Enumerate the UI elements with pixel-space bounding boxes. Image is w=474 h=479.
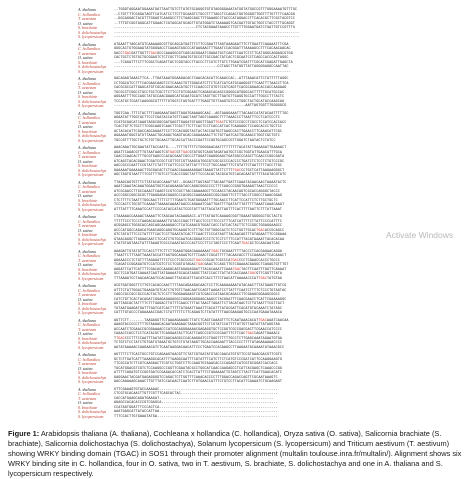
- species-label: S. lycopersicum: [78, 68, 104, 74]
- sequence-text: --TGGGTAGGAATGGAAATGATTAATTGTCTTATGTGCAGGGTGTGTAGGGGAAATATGGTATGGCCGTTTGGGAAAATGTTTGC: [114, 8, 298, 12]
- sequence-text: AACCGCCCAATTCCGTATTCTATTTCATTCCCCTATTATTTTCCTTGCCAAATTTCTGTATTCTAATTTTTACCTTGC: [114, 164, 283, 168]
- alignment-row: [78, 380, 466, 385]
- sequence-text: TATAATGAAGATGATTTGATCATCACTTTTTATGAATTAAATTCACATTTATACGATTCACATGTACAAATCTATAGC: [114, 306, 283, 311]
- species-label: A. thaliana: [78, 7, 96, 12]
- species-label: O. sativa: [78, 262, 93, 267]
- species-label: C. hollandica: [78, 115, 100, 120]
- species-label: T. aestivum: [78, 188, 97, 194]
- sequence-text: ATCAGCTACACGAACTCGATCCGCTCGTTGTCGTTAAGCATGGCGTCGCGCCCCACCCCTGATCTCTCCTCTGTCCCGC: [114, 159, 285, 164]
- species-label: C. hollandica: [78, 287, 100, 293]
- alignment-block: [78, 284, 466, 316]
- species-label: S. dolichostachya: [78, 271, 107, 276]
- sequence-text: ACCCATGGCCAGACATGAGCAGGCAGGTGCAAGGTCCTTTGCTGTTGGGCACTCTCCTGGTTGCACTGACACCGCAGCC: [114, 228, 285, 233]
- wrky-motif: TGAC: [215, 120, 224, 125]
- species-label: A. thaliana: [78, 214, 96, 219]
- sequence-text: TGCGCCTCGGCCTGCCTGCTCGCTTCTTCCTGTCGGAGCTCAGAGCACAGCCGGGGCATGGGCACTTTTTGCATGCCAC: [114, 90, 285, 95]
- sequence-text: AGAAAATGGGTATGTTAAACTGCAGACTGAGTACACCAGAAAAACTTCTGTTAATCACTGCAAACCTGGTCGCTGTC: [114, 134, 280, 138]
- sequence-text: CACGCGCCATTGAGCATGTCGCACGAACAACATGCTTCCAACCCTGTGTCCGTCAGTTCACGCAGAACACCACCAAGAAG: [114, 86, 287, 90]
- species-label: A. thaliana: [78, 317, 96, 323]
- sequence-text: CTATGTAGTAACTATTTAAAGTCGCCCAAATACCCCACTCCCTTCCTAGTCCCTTCAATTGACGCTCCAACAATCAC: [114, 242, 280, 246]
- species-label: O. sativa: [78, 331, 93, 336]
- sequence-text: AGTTAGCACTATTTTCTTTGAGACTTGTTTCAACCTTTACTAACTTAGATTCTTACATAACTCTTGTAATTTCGTTACT: [114, 302, 285, 306]
- species-label: S. dolichostachya: [78, 305, 107, 311]
- sequence-text: AGGAATTTTGCCAGCTATGCCAACGAAGCATGCAATGCATCTAGTTGCTTGATGTTGAGGTGCCATTTGGCCTTTACTC: [114, 95, 285, 99]
- species-label: T. aestivum: [78, 361, 97, 366]
- sequence-text: CAGCCGCCGCCGCCCACTACTCTCCTTTGGGAAGAAGTCGTCGACCCATAACGCAGACCTTCGAAGCGGAAGCGGCC: [114, 293, 280, 297]
- wrky-motif: TGAC: [210, 249, 220, 254]
- wrky-motif: TGAC: [230, 258, 239, 263]
- species-label: C. hollandica: [78, 218, 100, 224]
- species-label: A. thaliana: [78, 110, 96, 116]
- sequence-text: CAACCCAACACTTTGCGTGAGCCCACACGAATCGCCCTTGGATCGAGGGAGCTGATGGCCCAGCTTCAACCCGGCGATA: [114, 155, 285, 159]
- species-label: T. aestivum: [78, 154, 97, 159]
- sequence-text: TTAATTCTTTAATTAAATACCATTAGTGGCAGAGTGTTTCAACTCGCATTTTTACAACACCTTCCAAAGATTCACAAACT: [114, 254, 287, 258]
- sequence-text: ------------------------------------------------CCTAGCTTATGGTTATTAGGGGAGGCCAATTAC: [114, 65, 289, 69]
- sequence-text: AGATTCAAACGTTTGTAATAAGTCGTGACGTTGACGTATGGTCAGGTAGATAATGCTCGCTGGTATTGAACATTTGCA: [114, 150, 283, 155]
- wrky-motif: TGAC: [245, 332, 255, 336]
- species-label: S. dolichostachya: [78, 29, 107, 35]
- sequence-text: GCTCTTGATCATTTAAAGGCACATTTTAAGGCAATTTCATATTTCATCTTCTCATGTCCCGATCATTCCAAGGAAGTG: [114, 357, 283, 362]
- wrky-motif: TGAC: [232, 267, 242, 272]
- wrky-motif: TGAC: [193, 258, 203, 263]
- species-label: S. brachiate: [78, 94, 98, 99]
- sequence-text: --------------------------------------CTCTACGAAATAAACCTTGTTTTGGAATGATCTGATTGTCCGTTTG: [114, 26, 295, 30]
- sequence-text: CATTTGTACCCTAGAAAACCGACTCTATTTTTCTTCAGAGTCTTATATTTTAACGAAGAGTGCCCAATGAAATAAACA: [114, 311, 283, 315]
- sequence-text: GTTCGAAAGTGTACCAAAAAC-------------------------------------------------------: [114, 387, 278, 392]
- species-label: S. lycopersicum: [78, 413, 104, 419]
- figure-caption: [8, 429, 468, 479]
- species-label: S. dolichostachya: [78, 202, 107, 207]
- alignment-row: [78, 208, 466, 213]
- sequence-text: CAAACCCACCTCCTCATACGCTTCAGGAATACTTCATTCAGCCCGTCCGCAATTTCTTCACTGACCAGATTGAAACC: [114, 332, 280, 336]
- species-label: S. dolichostachya: [78, 98, 107, 104]
- alignment-block: [78, 77, 466, 109]
- alignment-block: [78, 250, 466, 282]
- activate-windows-watermark: Activate Windows: [386, 230, 454, 240]
- species-label: S. dolichostachya: [78, 64, 107, 69]
- species-label: S. brachiate: [78, 335, 98, 341]
- species-label: T. aestivum: [78, 50, 97, 56]
- sequence-text: ----------------------------------------------------------------------------------: [114, 69, 291, 74]
- species-label: T. aestivum: [78, 257, 97, 263]
- sequence-text: AAATGAGCATTATACCATTAA-------------------------------------------------------: [114, 410, 278, 414]
- sequence-text: AAACAAATTGCGAATATTACCAATG----TTTTGTTTTCTGGGGAACAATTTTTTTTTACATATTGAAAGATTGAAAACT: [114, 146, 287, 150]
- species-label: T. aestivum: [78, 223, 97, 228]
- species-label: O. sativa: [78, 400, 93, 405]
- alignment-block: [78, 112, 466, 144]
- sequence-text: AAAGATTGTATGTTCCACCTTTCTTCTTGAAGTGGACAAAAAAATTGACTGCGAATTTTTACCCTCACGAGAACAGGA: [114, 249, 283, 254]
- species-label: S. brachiate: [78, 301, 98, 306]
- species-label: C. hollandica: [78, 184, 100, 189]
- sequence-text: ---TCAGATTTCTTTCGGCTCAGATTACTCGGTACCTTACCCTTCGTCTTGTCTTGAATCGATTTCGCATCGAGATTGAGCTA: [114, 60, 293, 65]
- wrky-motif: TGAC: [256, 228, 265, 233]
- species-label: A. thaliana: [78, 248, 96, 254]
- species-label: C. hollandica: [78, 149, 100, 155]
- species-label: S. dolichostachya: [78, 374, 107, 380]
- alignment-block: [78, 388, 466, 420]
- sequence-text: --GGCAGGACTACGTTTGGAGTCAAGGCCTTCTAAGCAGCTTTGAAAGCCTACCCATAGGACCTTCACACGCTTCGCTACGTCC: [114, 17, 295, 21]
- sequence-text: ATTTCTATTGGACTGAAGATGTCATCTGTGTCTAACAATCCAGTTAAGATCCTTATTTCAATCTTTTCTCCCTGTAGTAC: [114, 288, 287, 293]
- species-label: S. lycopersicum: [78, 344, 104, 350]
- alignment-figure: [78, 8, 466, 420]
- sequence-text: GTCTATATTTCCCTATTTTCACTCCTTGAATATCACTTCAACTTCCCATAGTTTACAACAGTTTATAGAATTTCCGGAAA: [114, 233, 287, 237]
- sequence-text: CCATAGTGGATTTCCCACTCA-------------------------------------------------------: [114, 405, 278, 410]
- species-label: O. sativa: [78, 227, 93, 233]
- alignment-row: [78, 277, 466, 282]
- species-label: O. sativa: [78, 158, 93, 164]
- species-label: S. lycopersicum: [78, 275, 104, 281]
- sequence-text: --------------------------------------------------------------------------------------: [114, 30, 300, 35]
- sequence-text: CACCATGAAGCAGATGAAGAT-----------------------------------------------------: [114, 396, 274, 401]
- caption-body: Arabidopsis thaliana (A. thaliana), Cochleana x hollandica (C. hollandica), Oryza sativa (O. sativa), Salicornia brachiate (S. brachiate), Salicornia dolichostachya (S. dolichostachya), Solanum lycopersicum (S. lycopersicum) and Triticum aestivum (T. aestivum) showing WRKY binding domain (TGAC) in SOS1 through their promoter alignment (multalin toulouse.inra.fr/multalin/). Alignment shows six WRKY binding site in C. hollandica, four in O. sativa, two in T. aestivum, S. brachiate, S. dolichostachya and one in A. thaliana and S. lycopersicum respectively.: [8, 429, 462, 478]
- sequence-text: --CTGTTTTCGGGATAGTTCATCATCCTTCTTGCAAGTCTGCCTTTTAGCTCCAGACTGGTGGGGTTGGTTTTGTTTTCAACGG: [114, 12, 295, 17]
- species-label: S. brachiate: [78, 128, 98, 134]
- alignment-row: [78, 173, 466, 178]
- wrky-motif: TGAC: [148, 51, 158, 56]
- sequence-text: --TTTGTCGGTAGGCATTGGAACTCGTAGCATGCAGTTGTATGGATCTAAAAAGTCACGATTGTACTGGTCTACCTTTGCAGGT: [114, 21, 295, 26]
- species-label: A. thaliana: [78, 179, 96, 185]
- wrky-motif: TGAC: [247, 272, 257, 276]
- alignment-row: [78, 70, 466, 75]
- species-label: S. brachiate: [78, 197, 98, 203]
- alignment-row: [78, 242, 466, 247]
- sequence-text: TTTCCACTTGTGAAATATGA--------------------------------------------------------: [114, 414, 278, 419]
- alignment-row: [78, 139, 466, 144]
- species-label: T. aestivum: [78, 395, 97, 401]
- sequence-text: GAGGAACTACGATGAGAGGGGTCCAGACTCTTGGTTTCAAACACCCCTTTGGACCAGACCAGTTCGCAATAAAGTC: [114, 375, 278, 380]
- sequence-text: CCATGCGACATCAAGTAGGCGGCGATGAGTTGAGATGTAGGTTGAGTTGACTCTGTCCCGCCTCGCCTCCATCCACCACC: [114, 120, 287, 125]
- species-label: C. hollandica: [78, 253, 100, 258]
- species-label: C. hollandica: [78, 80, 100, 86]
- species-label: C. hollandica: [78, 391, 100, 396]
- species-label: S. brachiate: [78, 232, 98, 237]
- sequence-text: TCCATGCTCGATCAAGGGCGTTTTTGTGGTCTAGTGATTTTGAGTTGTTAAGTGTCCCTGGCTACTGCATACCAAGCAG: [114, 99, 285, 104]
- sequence-text: GACAGAGTAAACTTCA--TTGATAAATGGAAGACACTCAACACACATTCAAACCAC--ATTTAAACATTCTATTTTTAGGC: [114, 77, 289, 81]
- wrky-motif: TGAC: [116, 336, 125, 341]
- species-label: T. aestivum: [78, 119, 97, 125]
- species-label: C. hollandica: [78, 322, 100, 327]
- sequence-text: AATATAAAAACCAAGAACATCTCAATAAGGACAACATTCCCTGAATCCACAAGCCTTAAGAATACAAAATATAAACGCC: [114, 345, 285, 350]
- wrky-motif: TGAC: [180, 150, 190, 155]
- sequence-text: AGAGCCACACACCCGTCGAGCA------------------------------------------------------: [114, 401, 278, 405]
- sequence-text: TGCATGGACGTCGTCTCCAAGGCCCGGTTCGAATACGCCTGGCATCAACCAAGAGCCTCATTACGAGCTCAAACCCGG: [114, 366, 283, 371]
- sequence-text: AACCAAAAAGCAAACTTGTTTATCCACAACTCAATCTTGTGAACCATTTCTGTCCTTACATTCAAAATCTGCAAGAGT: [114, 380, 283, 384]
- species-label: A. thaliana: [78, 76, 96, 81]
- sequence-text: GCCTCCATGATCAAAATCAGTTATGAAAATGCACATAGGCTTATCCACTTATTATCACCAAATGACGTTCGGTTTATA: [114, 272, 283, 276]
- alignment-block: [78, 8, 466, 40]
- wrky-motif: TGAC: [258, 276, 267, 281]
- sequence-text: ATAAATTTAGCATGTCAAAAAGCGTTGCAGCATGATTTCTTCCGAATTTAGTAAAGAATTTCTTGAATTCAAAAATTTCGA: [114, 42, 289, 47]
- species-label: T. aestivum: [78, 292, 97, 297]
- species-label: S. lycopersicum: [78, 379, 104, 384]
- sequence-text: TTCGCCATCTTCGTCAAGGACTTCGTCCTGGTCTTCCAAGTGTAAACACCCCAGAGTCATCGTGCGGATCACCACC: [114, 362, 278, 366]
- sequence-text: --------------------------------------------------------------------------------------: [114, 35, 300, 39]
- sequence-text: TTAAGCAGTGTTTCTTATACACCAAATTAT--GCAACTTAGTAGTTTACAATTGATTCAAATACAACAACTAAAATACTC: [114, 180, 287, 185]
- sequence-text: TCTGTCTCCTATCTGTGATGTAAATGCTGTCTGTATAAGTTGCACCAAGAATTTACCCCCTTTTATAGAAAAAACCCC: [114, 341, 283, 345]
- species-label: S. dolichostachya: [78, 236, 107, 242]
- species-label: A. thaliana: [78, 41, 96, 47]
- species-label: S. dolichostachya: [78, 340, 107, 345]
- wrky-motif: TGAC: [232, 168, 242, 173]
- sequence-text: AAAGTACCCCCTTTTGTAAAACACAATAAAGAACTAAACGGTTCTCGTATCCATTTTATTGTTAATATTATAGGTAG: [114, 323, 280, 327]
- sequence-text: GTAACAGGCTTAGAACAATCTCCATCTGTGCAATCACGGGATCCCTCTCCTCTTTCCATTTACATAAAATTACACACAA: [114, 237, 285, 242]
- alignment-row: [78, 346, 466, 351]
- species-label: C. hollandica: [78, 356, 100, 362]
- alignment-row: [78, 35, 466, 40]
- alignment-block: [78, 146, 466, 178]
- species-label: O. sativa: [78, 193, 93, 198]
- sequence-text: ACCAATCTCGAACCGCGGAAAACCCATCGCAGGGAAAACGAGAGGTGCTCCGGTCGCCGACGACTTCGAACCATCCCC: [114, 327, 283, 332]
- alignment-block: [78, 181, 466, 213]
- species-label: O. sativa: [78, 296, 93, 302]
- species-label: S. brachiate: [78, 59, 98, 65]
- species-label: A. thaliana: [78, 352, 96, 357]
- species-label: T. aestivum: [78, 16, 97, 21]
- sequence-text: TTTAAAATCCTAACAACAATCCACAAACTTACACATTCACATCACCTTTCTAACATTAAAAACCCATTGACTATGTAA: [114, 276, 283, 281]
- sequence-text: -------------------------------------------------------------AATTAGTGGTTTGGGGGCG: [114, 104, 287, 108]
- species-label: S. brachiate: [78, 266, 98, 272]
- sequence-text: AGTTTTCTTCACTGCCTGTCCAGAAGTAACGTTCTATCGTGATATGTACCAACATGTGTTCCGTGAACGACGTTCGTC: [114, 353, 283, 357]
- sequence-text: AGCTAGTGTAATTTTCGTTTTGTCCTTCACCCGGCTATTTCCCACACTACGCATGTCACACAATGTTTTACATACGTATC: [114, 173, 287, 177]
- sequence-text: TGCCGTTTTGCTGCTCTGTTGCAACTTGCACCATTACCCGATTCCGGTGCAGCCGTTGGATCTAATACTCTATCC: [114, 138, 276, 143]
- species-label: A. thaliana: [78, 145, 96, 150]
- wrky-motif: TGAC: [241, 242, 250, 246]
- sequence-text: CATCTGTTCACTACAGATCGGAGAGAGAGGCCGGGAGGGGAGCAAGCCTACGGATTTCAACGAACCTCATTCGAAAAGGC: [114, 297, 287, 302]
- alignment-row: [78, 104, 466, 109]
- sequence-text: ACGTGATGGGTTCTTGTCACACCAACTTTTAACAGAAGACAACTCCTTCAAGAAAAATATACAACTTTATGAAGTTGTCG: [114, 284, 287, 288]
- species-label: C. hollandica: [78, 46, 100, 51]
- sequence-text: GAAAAATGAAAAACTTGCGACACTCTCAACCAAAAAAGGAGTAAAGTTATTCTTTTGACCCTGCTCATTAAGAAGGGCT: [114, 168, 285, 173]
- sequence-text: ATCGCAACCTTGCCAAACTCAAGTCCGTCCGCTTACCAAAAAGCTTCCAACCTACAACAGTCGCACCAGGGCTACCC: [114, 189, 280, 194]
- wrky-motif: TGAC: [167, 150, 177, 155]
- species-label: A. thaliana: [78, 283, 96, 288]
- alignment-block: [78, 353, 466, 385]
- sequence-text: ACCCGGCCGGCGCGCTTGAGGAGACGAGGCCCACGGCCAAGAAGGCCGGCGAGTTCTTTTACCTCGGCCTAAACGGAG: [114, 194, 283, 198]
- species-label: S. brachiate: [78, 25, 98, 30]
- species-label: S. lycopersicum: [78, 206, 104, 212]
- sequence-text: CTCTTTTCTAATTTGGCAACTTTTCTTTTGAATCTGATGGGAATTTTGCAACCTTCATTCCATTCTCTTGCTGCTC: [114, 198, 278, 203]
- species-label: O. sativa: [78, 365, 93, 371]
- sequence-text: CCTGGCATCCTTTCACGAACAAGTCCTCAAACTGTTGGACATCTTCTCATCATCATGCAAGGGTTTCAATTTTAACCTTCA: [114, 81, 289, 86]
- alignment-block: [78, 43, 466, 75]
- species-label: A. thaliana: [78, 386, 96, 392]
- species-label: O. sativa: [78, 89, 93, 95]
- sequence-text: CACTGCTCTGTGCTGCGGAGTCTCTCGCTTCAGATGTGCCGTTGCCGACTATCACTCGCAATCCTCAGCCACCCACTAGGC: [114, 56, 289, 60]
- wrky-motif: TGAC: [195, 263, 205, 267]
- sequence-text: ATTTATTTTCAAATCCATTCCCCATACCATACTCCGTATTTATTACATATTAGTTTCACTTTTAATTCTTTATTAAAT: [114, 207, 283, 212]
- sequence-text: CTAAAAACCAAAACTAAAATTCTAGCAATACAAAGACC-ATTTATGATCAAAAGCGGTTGAAATGGGGGCTGCTACTG: [114, 215, 283, 219]
- sequence-text: AGAATATTTGGTACTTCCTCGATACCATGTTCAACTAGTTAGTCAAAGCTTTTAAACCCTTAATTTCCTCATCCCTC: [114, 116, 280, 120]
- figure-label: Figure 1:: [8, 429, 40, 438]
- sequence-text: TTGACCCCTTTCCAATTTAATATCAACAAGGCCCACAAGGATCCTGAGTTTTTTGCCTCTTGAGCAAATAGAATGTGA: [114, 336, 283, 341]
- species-label: T. aestivum: [78, 326, 97, 332]
- species-label: S. dolichostachya: [78, 409, 107, 414]
- species-label: S. dolichostachya: [78, 167, 107, 173]
- species-label: S. lycopersicum: [78, 241, 104, 246]
- sequence-text: TGGTCAA-TTTCTACTTTCAAGAAATGAGTTAGATGAAAAGCAAC--AGTAAAGAAATTTACAACCATATACAATTTTTGC: [114, 111, 289, 116]
- species-label: S. lycopersicum: [78, 172, 104, 177]
- sequence-text: CTCGTGCACAACTTGTTCGTTTCAGCACTAC---------------------------------------------: [114, 392, 278, 396]
- sequence-text: ATTTTCAGATGTCCGGTGATCCGAGACACCATCTCACTTATTTCTAGAAAATTGTAGTCTTACTTCATTGAACACATC: [114, 371, 283, 375]
- species-label: S. lycopersicum: [78, 137, 104, 143]
- species-label: S. lycopersicum: [78, 103, 104, 108]
- sequence-text: TCCCACTCTGCGTTCAAAATTAAAACAAAATAACCCAGAAATCGATTGATTTTGATATTTATTTTTAAATCAAACAAAT: [114, 203, 285, 207]
- sequence-text: GGGCACTGTGGAAATATGGGGACCTCAAAGTAGCCCATAAGAACTTTGAATCCACGGATTTAAAAGCCTTTCACAACAACAC: [114, 47, 291, 51]
- sequence-text: AGTTCTT-------TAAGAGGTTCTAAAAGAAAACTTATCTCAGTCAAAGTTTCTCAATAAACACATTGACAAATCAACAA: [114, 318, 289, 323]
- sequence-text: AGAAACCCTCTGTTTTAGAGATTTCTCCCTCGCCCGCTGACCCGCACTCGCCCATGACCCCTCGAACCACCCTGCCC: [114, 258, 280, 263]
- species-label: S. brachiate: [78, 163, 98, 168]
- sequence-text: GACCTGACGATTGGTTTGACGCCCAAAGGCGTCAGCACGGAATCGAGATGCTCAGTTCAATCTCTTCATGGGCAGGAGCGTGG: [114, 51, 293, 56]
- sequence-text: ACGGAGCCTGGGCACCAGCAGCAAAAGACCTCATCAAACGTGGATCACCTATCACTACTTCTCCGGCTGGAGGAAGCC: [114, 224, 283, 228]
- species-label: O. sativa: [78, 55, 93, 60]
- species-label: S. dolichostachya: [78, 133, 107, 138]
- sequence-text: ACTACACATTCGACCAGCAGAATTCCTTCCACGGGTACTACTACCGATGCTGAGCCACTTGAACCTTCAAACATTCGC: [114, 129, 283, 134]
- species-label: O. sativa: [78, 20, 93, 26]
- wrky-motif: TGAC: [122, 51, 132, 56]
- alignment-row: [78, 415, 466, 420]
- species-label: T. aestivum: [78, 85, 97, 90]
- species-label: O. sativa: [78, 124, 93, 129]
- species-label: S. lycopersicum: [78, 310, 104, 315]
- sequence-text: AAGATTCATTCATTTTCGACACCAAGACAGTAGAGAGAATTTACACAAATTCAAATGACTACTTCAATTTAGTTCAAAAT: [114, 267, 287, 272]
- species-label: C. hollandica: [78, 11, 100, 17]
- sequence-text: TCACTGTTCTGCTTTCGGCAAGTCAACTTCGCTTTCTTCACTCCTCACCATCACTCAAGAGCTCCAGCACCCTGCTCC: [114, 125, 283, 129]
- wrky-motif: TGAC: [258, 318, 267, 323]
- alignment-block: [78, 319, 466, 351]
- species-label: S. lycopersicum: [78, 34, 104, 39]
- sequence-text: TTTTTCCCTCCCTAAGACACAAAATTGTACCCGACTTTACCTCCCTTCCCCTTTCATCATTTTCTTATTCCCCATTTC: [114, 219, 283, 224]
- sequence-text: AAATCAAATACAAATGGAGTGGTCACAGAAGATACCAGGCGGGCCCCTTTCAGCCCGGGTGAAAGTTAACTCCCCC: [114, 185, 278, 189]
- species-label: S. brachiate: [78, 370, 98, 375]
- alignment-row: [78, 311, 466, 316]
- sequence-text: TCAGATCCGGAGATGTCCATCGTCTCCTCGGTATAGACTGACGAACTCCAGCTTGTCGAAAACGAGGCTCAGAGTGTTTGT: [114, 263, 289, 267]
- species-label: S. brachiate: [78, 404, 98, 410]
